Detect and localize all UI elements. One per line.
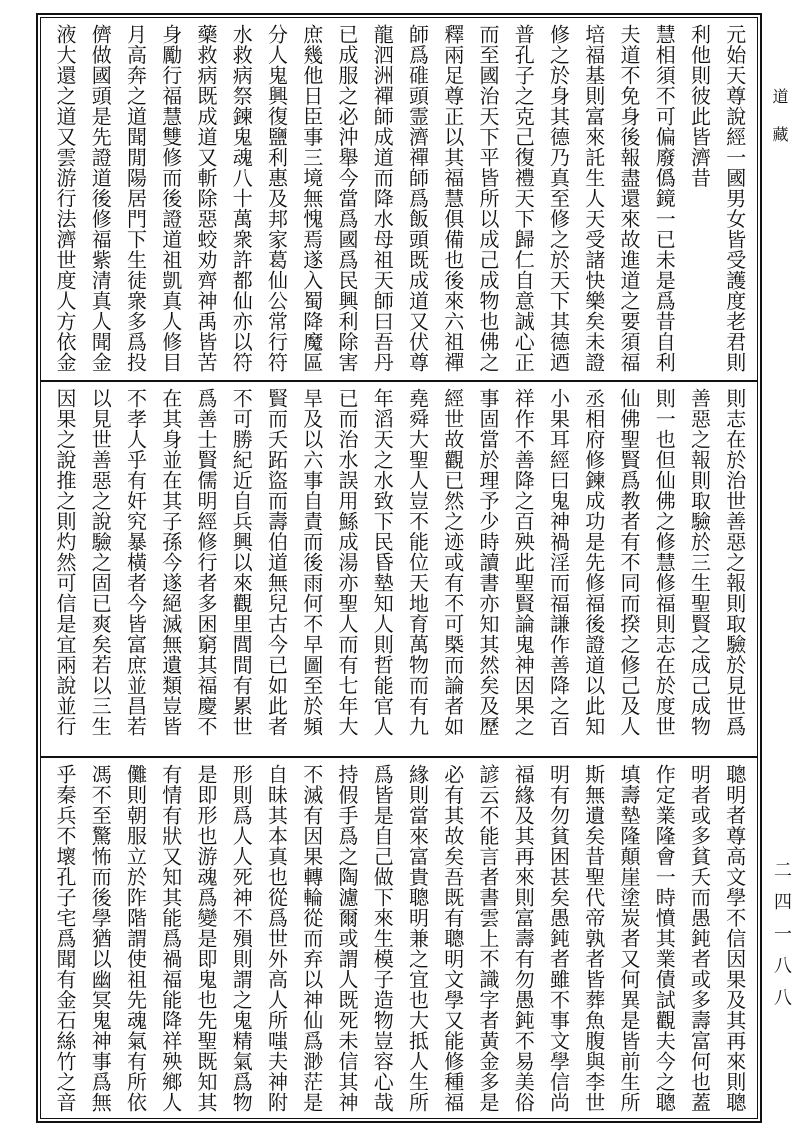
text-column: 身勵行福慧雙修而後證道祖凱真人修目 — [158, 24, 183, 373]
text-column: 仙佛聖賢爲教者有不同而揆之修己及人 — [617, 388, 641, 737]
text-column: 賢而夭跖盜而壽伯道無兒古今已如此者 — [264, 388, 289, 737]
text-column: 福緣及其再來則富壽有勿愚鈍不易美俗 — [511, 764, 536, 1113]
text-column: 儺則朝服立於阼階謂使祖先魂氣有所依 — [123, 764, 148, 1113]
text-column: 在其身並在其子孫今遂絕滅無遺類豈皆 — [158, 388, 183, 737]
text-column: 月高奔之道聞閒陽居門下生徒衆多爲投 — [123, 24, 148, 373]
text-column: 藥救病既成道又斬除惡蛟劝齊神禹皆苦 — [194, 24, 218, 373]
text-register-middle — [44, 388, 756, 750]
text-column: 自昧其本真也從爲世外高人所嗤夫神附 — [264, 764, 289, 1113]
text-column: 爲善士賢儒明經修行者多困窮其福慶不 — [194, 388, 218, 737]
text-column: 不孝人乎有奸究暴橫者今皆富庶並昌若 — [123, 388, 148, 737]
text-column: 以見世善惡之說驗之固已爽矣若以三生 — [88, 388, 113, 737]
text-column: 不可勝紀近自兵興以來觀里閭間有累世 — [229, 388, 254, 737]
text-column: 丞相府修鍊成功是先修福後證道以此知 — [581, 388, 606, 737]
text-column: 經世故觀已然之迹或有不可槩而論者如 — [440, 388, 465, 737]
text-column: 必有其故矣吾既有聰明文學又能修種福 — [440, 764, 465, 1113]
text-column: 師爲碓頭霊濟禪師爲飯頭既成道又伏尊 — [405, 24, 430, 373]
text-column: 是即形也游魂爲變是即鬼也先聖既知其 — [194, 764, 218, 1113]
text-column: 庶幾他日臣事三境無愧焉遂入蜀降魔區 — [299, 24, 324, 373]
text-column: 堯舜大聖人豈不能位天地育萬物而有九 — [405, 388, 430, 737]
text-column: 緣則當來富貴聰明兼之宜也大抵人生所 — [405, 764, 430, 1113]
text-column: 龍泗洲禪師成道而降水母祖天師曰吾丹 — [370, 24, 395, 373]
text-register-lower — [44, 764, 756, 1120]
text-column: 利他則彼此皆濟昔 — [687, 24, 712, 188]
text-column: 已成服之必沖舉今當爲國爲民興利除害 — [335, 24, 359, 373]
text-column: 而至國治天下平皆所以成己成物也佛之 — [476, 24, 500, 373]
text-column: 馮不至驚怖而後學猶以幽冥鬼神事爲無 — [88, 764, 113, 1113]
text-column: 爲皆是自己做下來生模子造物豈容心哉 — [370, 764, 395, 1113]
register-divider-top — [40, 380, 758, 382]
text-column: 水救病祭鍊鬼魂八十萬衆許都仙亦以符 — [229, 24, 254, 373]
text-column: 液大還之道又雲游行法濟世度人方依金 — [53, 24, 77, 373]
register-divider-middle — [40, 756, 758, 758]
text-column: 填壽墊隆顛崖塗炭者又何異是皆前生所 — [617, 764, 641, 1113]
text-column: 聰明者尊高文學不信因果及其再來則聰 — [722, 764, 747, 1113]
text-column: 小果耳經曰鬼神禍淫而福謙作善降之百 — [546, 388, 571, 737]
text-column: 儕做國頭是先證道後修福紫清真人聞金 — [88, 24, 113, 373]
text-column: 年滔天之水致下民昏墊知人則哲能官人 — [370, 388, 395, 737]
text-column: 則志在於治世善惡之報則取驗於見世爲 — [722, 388, 747, 737]
text-column: 已而治水誤用鯀成湯亦聖人而有七年大 — [335, 388, 359, 737]
margin-title: 道藏 — [770, 88, 789, 164]
text-column: 因果之說推之則灼然可信是宜兩說並行 — [53, 388, 77, 737]
text-column: 夫道不免身後報盡還來故進道之要須福 — [617, 24, 641, 373]
text-column: 斯無遺矣昔聖代帝孰者皆葬魚腹與李世 — [581, 764, 606, 1113]
page-number: 二四一八八 — [771, 860, 792, 1020]
text-column: 乎秦兵不壞孔子宅爲聞有金石絲竹之音 — [53, 764, 77, 1113]
text-column: 諺云不能言者書雲上不識字者黃金多是 — [476, 764, 500, 1113]
text-column: 持假手爲之陶濾爾或謂人既死未信其神 — [335, 764, 359, 1113]
text-column: 元始天尊說經一國男女皆受護度老君則 — [722, 24, 747, 373]
text-column: 培福基則富來託生人天受諸快樂矣未證 — [581, 24, 606, 373]
text-column: 慧相須不可偏廢僞鏡一已未是爲昔自利 — [652, 24, 677, 373]
text-column: 修之於身其德乃真至修之於天下其德迺 — [546, 24, 571, 373]
text-register-upper — [44, 24, 756, 376]
text-column: 則一也但仙佛之修慧修福則志在於度世 — [652, 388, 677, 737]
text-column: 有情有狀又知其能爲禍福能降祥殃鄉人 — [158, 764, 183, 1113]
text-column: 形則爲人人死神不殞則謂之鬼精氣爲物 — [229, 764, 254, 1113]
text-column: 旱及以六事自責而後雨何不早圖至於頻 — [299, 388, 324, 737]
text-column: 作定業隆會一時憤其業債試觀夫今之聰 — [652, 764, 677, 1113]
text-column: 祥作不善降之百殃此聖賢論鬼神因果之 — [511, 388, 536, 737]
text-column: 明者或多貧夭而愚鈍者或多壽富何也蓋 — [687, 764, 712, 1113]
text-column: 普孔子之克己復禮天下歸仁自意誠心正 — [511, 24, 536, 373]
text-column: 善惡之報則取驗於三生聖賢之成己成物 — [687, 388, 712, 737]
text-column: 分人鬼興復鹽利惠及邦家葛仙公常行符 — [264, 24, 289, 373]
text-column: 不滅有因果轉輪從而弃以神仙爲渺茫是 — [299, 764, 324, 1113]
text-column: 釋兩足尊正以其福慧俱備也後來六祖禪 — [440, 24, 465, 373]
text-column: 事固當於理予少時讀書亦知其然矣及歷 — [476, 388, 500, 737]
text-column: 明有勿貧困甚矣愚鈍者雖不事文學信尚 — [546, 764, 571, 1113]
